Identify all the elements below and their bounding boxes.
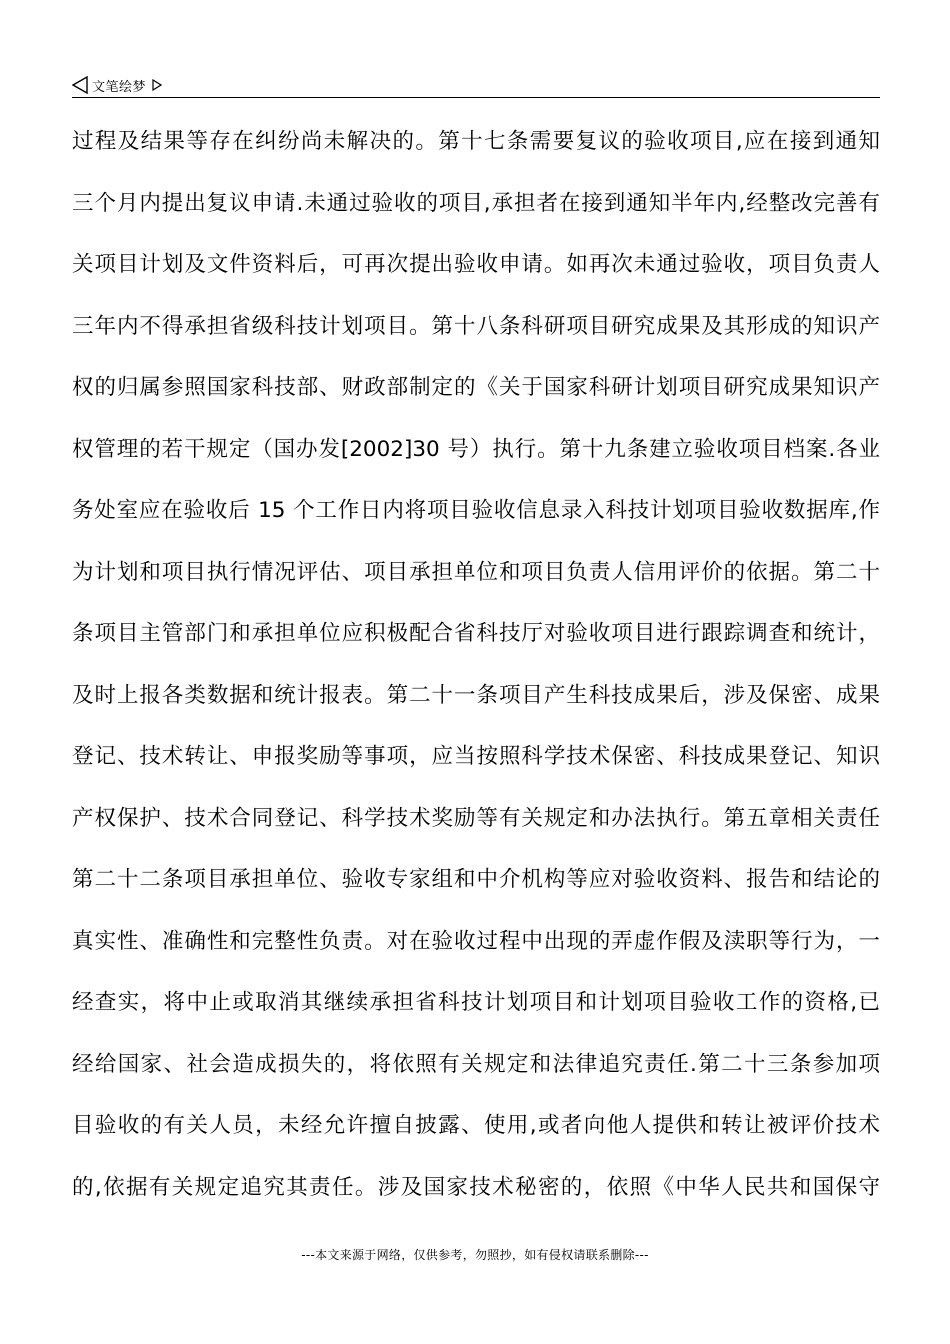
text-line: 的,依据有关规定追究其责任。涉及国家技术秘密的，依照《中华人民共和国保守 [72, 1174, 880, 1200]
header-brand-row [72, 74, 880, 96]
text-line: 权的归属参照国家科技部、财政部制定的《关于国家科研计划项目研究成果知识产 [72, 375, 880, 400]
text-line: 过程及结果等存在纠纷尚未解决的。第十七条需要复议的验收项目,应在接到通知 [72, 129, 880, 154]
text-line: 三个月内提出复议申请.未通过验收的项目,承担者在接到通知半年内,经整改完善有 [72, 190, 880, 216]
text-line: 务处室应在验收后 15 个工作日内将项目验收信息录入科技计划项目验收数据库,作 [72, 498, 880, 523]
footer-disclaimer: ---本文来源于网络，仅供参考，勿照抄，如有侵权请联系删除--- [301, 1248, 649, 1262]
text-line: 三年内不得承担省级科技计划项目。第十八条科研项目研究成果及其形成的知识产 [72, 313, 880, 339]
page-header [72, 74, 880, 98]
text-line: 权管理的若干规定（国办发[2002]30 号）执行。第十九条建立验收项目档案.各业 [72, 436, 880, 462]
header-brand: 文笔绘梦 [92, 79, 147, 95]
text-line: 经查实，将中止或取消其继续承担省科技计划项目和计划项目验收工作的资格,已 [72, 990, 880, 1015]
text-line: 条项目主管部门和承担单位应积极配合省科技厅对验收项目进行跟踪调查和统计， [72, 621, 880, 646]
text-line: 为计划和项目执行情况评估、项目承担单位和项目负责人信用评价的依据。第二十 [72, 559, 880, 585]
text-line: 第二十二条项目承担单位、验收专家组和中介机构等应对验收资料、报告和结论的 [72, 867, 880, 892]
triangle-left-outline-icon [72, 76, 88, 94]
text-line: 关项目计划及文件资料后，可再次提出验收申请。如再次未通过验收，项目负责人 [72, 252, 880, 277]
text-line: 及时上报各类数据和统计报表。第二十一条项目产生科技成果后，涉及保密、成果 [72, 682, 880, 708]
document-body [72, 122, 880, 1229]
text-line: 真实性、准确性和完整性负责。对在验收过程中出现的弄虚作假及渎职等行为，一 [72, 928, 880, 954]
header-divider [72, 97, 880, 98]
text-line: 登记、技术转让、申报奖励等事项，应当按照科学技术保密、科技成果登记、知识 [72, 744, 880, 769]
text-line: 产权保护、技术合同登记、科学技术奖励等有关规定和办法执行。第五章相关责任 [72, 805, 880, 831]
text-line: 目验收的有关人员，未经允许擅自披露、使用,或者向他人提供和转让被评价技术 [72, 1113, 880, 1138]
triangle-right-outline-icon [152, 76, 162, 88]
text-line: 经给国家、社会造成损失的，将依照有关规定和法律追究责任.第二十三条参加项 [72, 1051, 880, 1077]
